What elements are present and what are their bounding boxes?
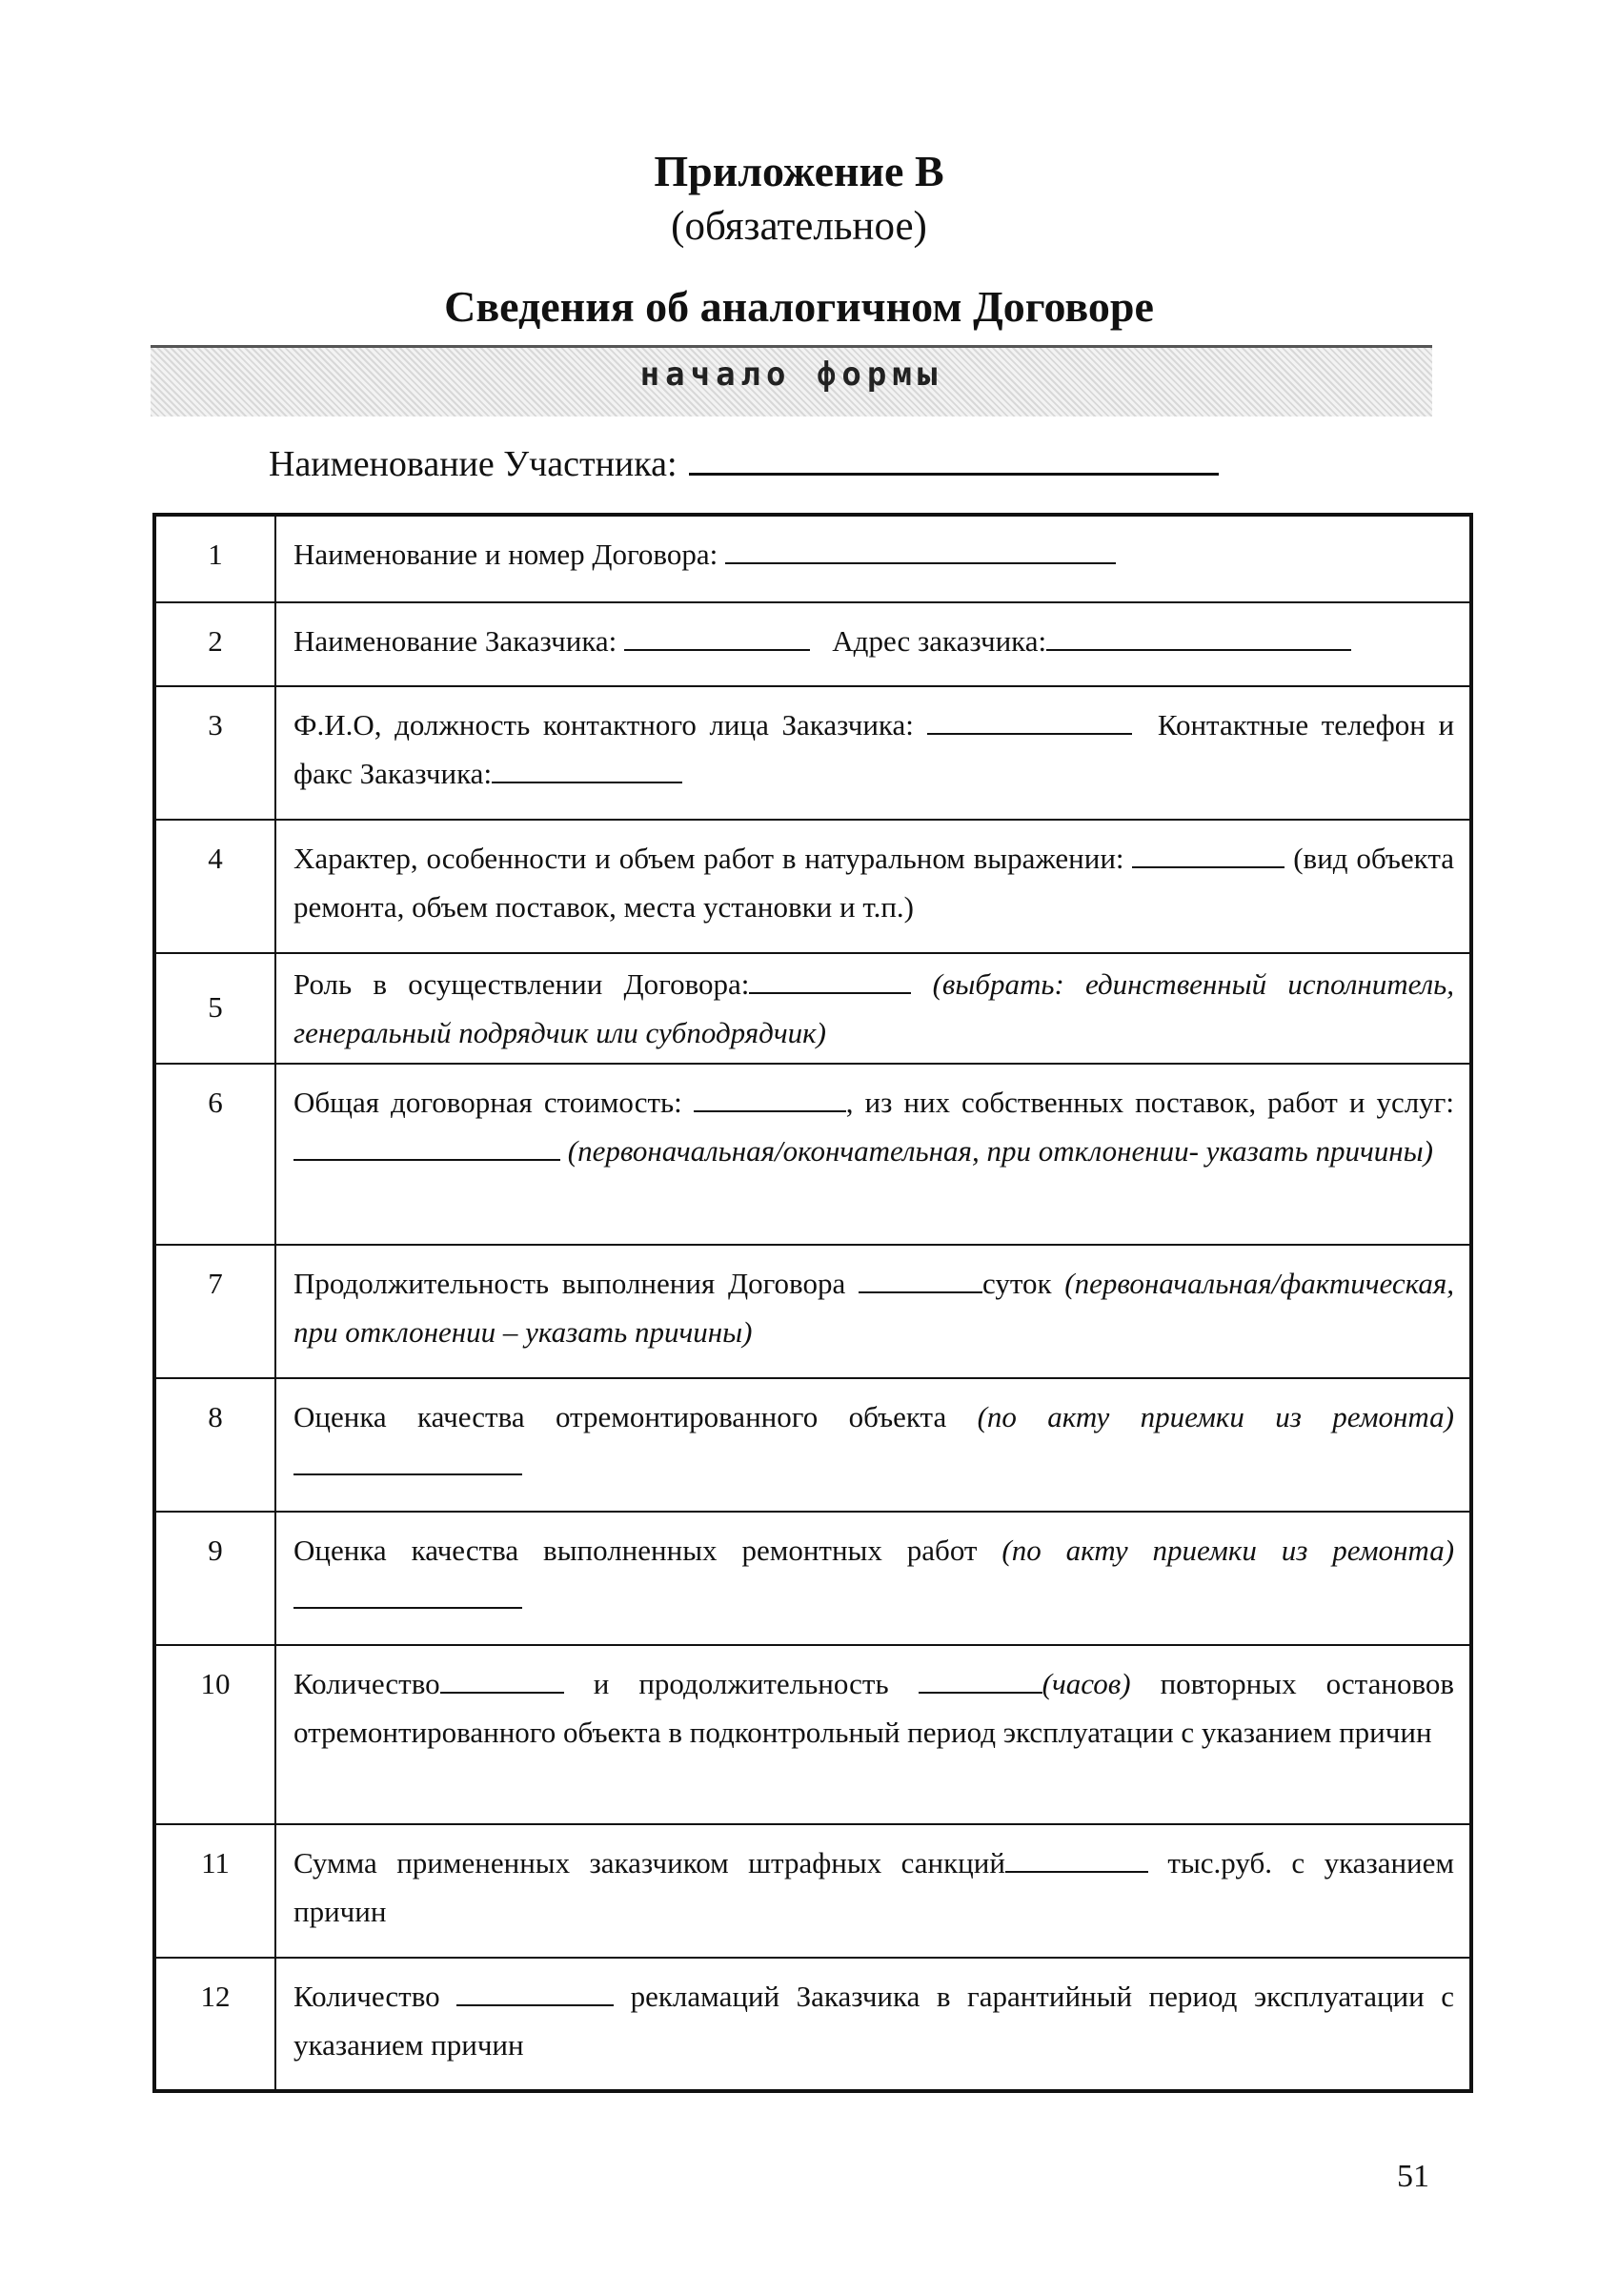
row-text [275,1512,1471,1645]
fill-blank[interactable] [694,1082,846,1112]
contract-info-table [152,513,1473,2093]
row-number: 10 [154,1645,275,1824]
form-title: Сведения об аналогичном Договоре [444,282,1154,331]
row-number: 2 [154,602,275,686]
table-row [154,953,1471,1064]
table-row [154,1645,1471,1824]
table-row [154,1958,1471,2091]
row-text [275,1645,1471,1824]
row-number: 9 [154,1512,275,1645]
participant-name-field[interactable] [689,437,1219,476]
row-text-part: тыс.руб. с указанием причин [293,1846,1455,1928]
appendix-title: Приложение В [654,147,944,195]
row-text [275,1378,1471,1512]
row-text-part: (выбрать: единственный исполнитель, генеральный подрядчик или субподрядчик) [293,967,1455,1049]
row-text-part: Количество [293,1667,440,1700]
table-row [154,1824,1471,1958]
row-text-part: Контактные телефон и факс Заказчика: [293,708,1455,790]
row-number: 3 [154,686,275,820]
row-text [275,1824,1471,1958]
fill-blank[interactable] [859,1263,982,1293]
table-row [154,1512,1471,1645]
row-number: 11 [154,1824,275,1958]
row-text-part: Ф.И.О, должность контактного лица Заказчика: [293,708,914,742]
fill-blank[interactable] [492,753,682,783]
appendix-subtitle: (обязательное) [671,204,927,249]
row-text [275,953,1471,1064]
table-row [154,1064,1471,1245]
row-text-part: Сумма примененных заказчиком штрафных санкций [293,1846,1005,1879]
table-row [154,602,1471,686]
row-text [275,515,1471,602]
row-text-part: суток [981,1267,1052,1300]
participant-line [269,437,1219,488]
row-number: 1 [154,515,275,602]
row-text-part: Продолжительность выполнения Договора [293,1267,846,1300]
fill-blank[interactable] [725,534,1116,564]
page-number: 51 [1397,2159,1429,2194]
row-number: 6 [154,1064,275,1245]
row-text-part: Наименование и номер Договора: [293,538,718,571]
row-number: 7 [154,1245,275,1378]
fill-blank[interactable] [1005,1842,1148,1873]
row-text-part: Роль в осуществлении Договора: [293,967,750,1001]
row-text-part: (вид объекта ремонта, объем поставок, места установки и т.п.) [293,842,1455,924]
fill-blank[interactable] [919,1663,1042,1694]
row-text-part: Оценка качества выполненных ремонтных работ [293,1534,978,1567]
row-text-part: (первоначальная/окончательная, при отклонении- указать причины) [567,1134,1433,1168]
fill-blank[interactable] [293,1578,522,1609]
row-text [275,820,1471,953]
fill-blank[interactable] [749,964,911,994]
fill-blank[interactable] [293,1130,560,1161]
row-text [275,602,1471,686]
fill-blank[interactable] [624,620,810,651]
row-text-part: Адрес заказчика: [832,624,1047,658]
table-row [154,686,1471,820]
row-text-part: , из них собственных поставок, работ и услуг: [845,1086,1455,1119]
fill-blank[interactable] [440,1663,564,1694]
row-text-part: рекламаций Заказчика в гарантийный период эксплуатации с указанием причин [293,1980,1454,2062]
table-row [154,820,1471,953]
row-number: 5 [154,953,275,1064]
fill-blank[interactable] [927,704,1132,735]
row-text-part: Общая договорная стоимость: [293,1086,682,1119]
row-text-part: (по акту приемки из ремонта) [1001,1534,1455,1567]
fill-blank[interactable] [1132,838,1284,868]
row-text-part: и продолжительность [593,1667,889,1700]
fill-blank[interactable] [293,1445,522,1475]
table-row [154,1378,1471,1512]
row-text [275,686,1471,820]
row-text-part: (часов) [1042,1667,1131,1700]
fill-blank[interactable] [1046,620,1351,651]
row-number: 4 [154,820,275,953]
row-number: 12 [154,1958,275,2091]
row-text-part: повторных остановов отремонтированного объекта в подконтрольный период эксплуатации с указанием причин [293,1667,1455,1749]
row-text-part: Наименование Заказчика: [293,624,617,658]
row-text [275,1245,1471,1378]
table-row [154,515,1471,602]
table-row [154,1245,1471,1378]
row-text [275,1064,1471,1245]
form-start-band [151,345,1432,417]
row-text [275,1958,1471,2091]
appendix-heading [0,143,1598,254]
row-number: 8 [154,1378,275,1512]
row-text-part: (по акту приемки из ремонта) [977,1400,1455,1433]
fill-blank[interactable] [456,1976,614,2006]
participant-label: Наименование Участника: [269,444,678,484]
row-text-part: Характер, особенности и объем работ в натуральном выражении: [293,842,1124,875]
row-text-part: (первоначальная/фактическая, при отклонении – указать причины) [293,1267,1454,1349]
row-text-part: Количество [293,1980,440,2013]
form-start-label: начало формы [639,356,943,394]
row-text-part: Оценка качества отремонтированного объекта [293,1400,947,1433]
